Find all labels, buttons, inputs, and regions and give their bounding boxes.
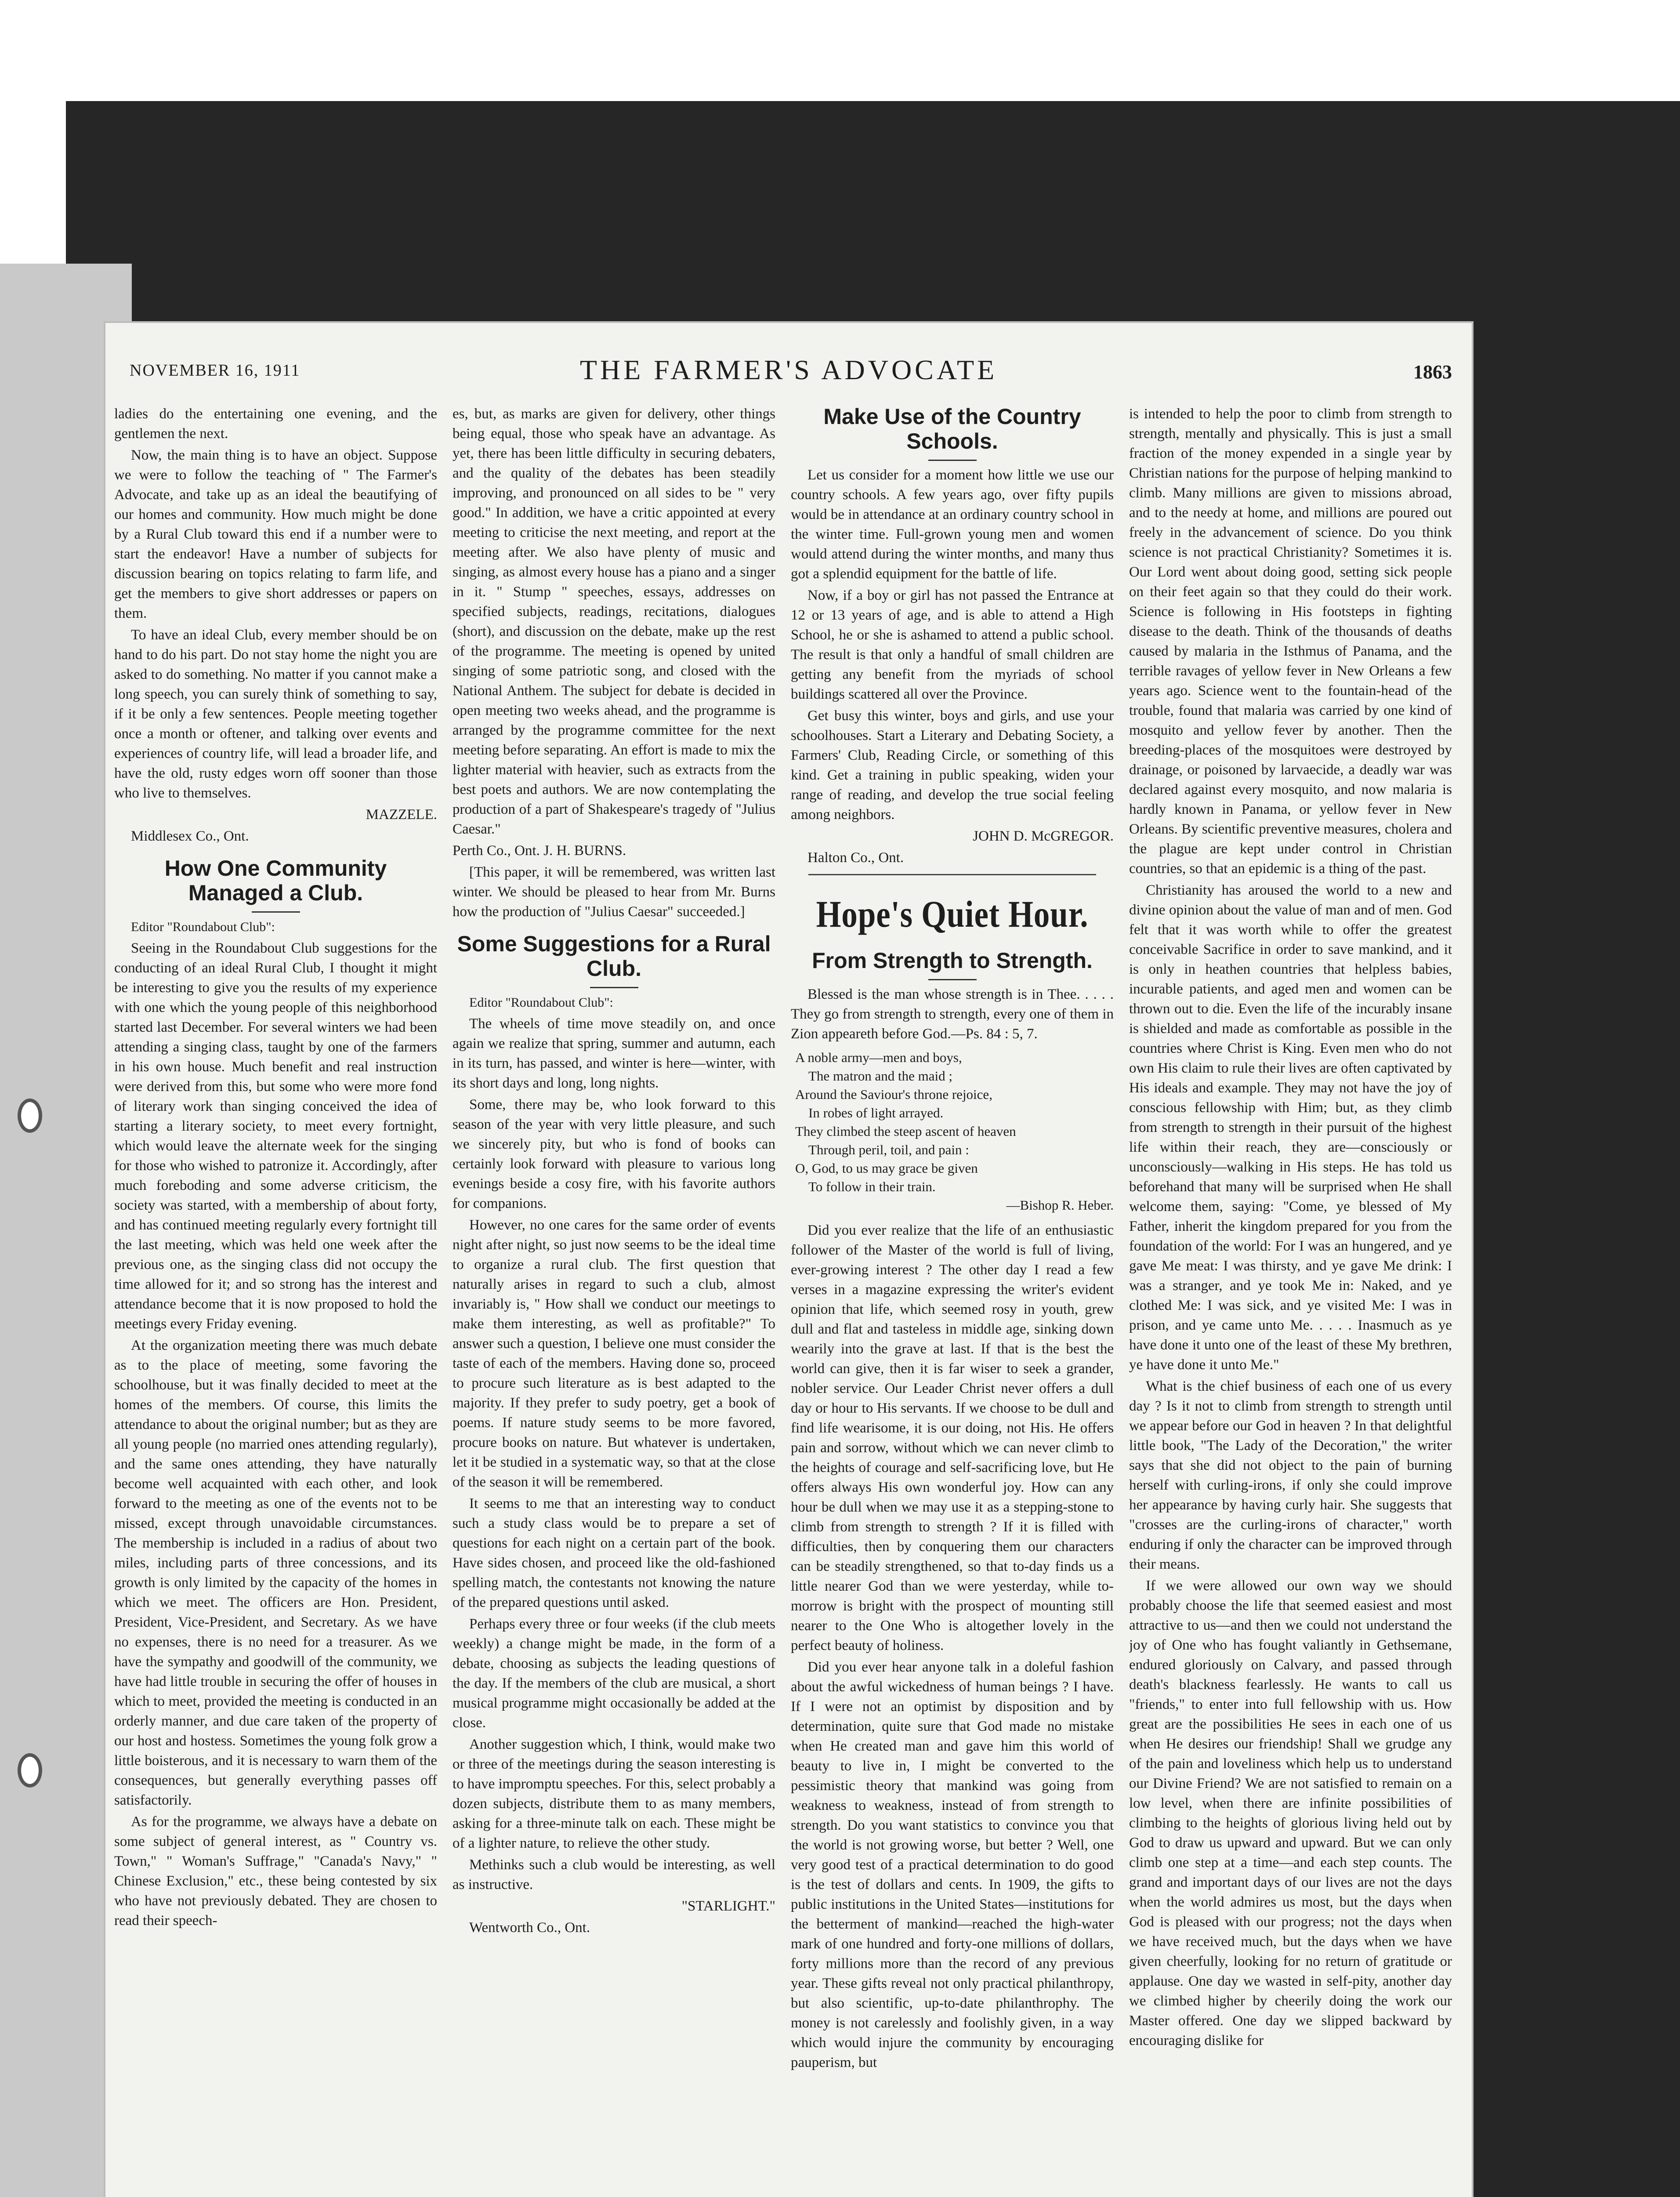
poem-line: They climbed the steep ascent of heaven [795, 1124, 1016, 1139]
paragraph: However, no one cares for the same order of events night after night, so just now seems to be the ideal time to organize a rural club. The first question that naturally arises in regard to such a club, almost invariably is, " How shall we conduct our meetings to make them interesting, as well as profitable?" To answer such a question, I believe one must consider the taste of each of the members. Having done so, proceed to procure such literature as is best adapted to the majority. If they prefer to sudy poetry, get a book of poems. If nature study seems to be more favored, procure books on nature. But whatever is undertaken, let it be studied in a systematic way, so that at the close of the season it will be remembered. [453, 1217, 775, 1490]
paragraph: Another suggestion which, I think, would make two or three of the meetings during the season interesting is to have impromptu speeches. For this, select probably a dozen subjects, distribute them to as many members, asking for a three-minute talk on each. These might be of a lighter nature, to relieve the other study. [453, 1737, 775, 1851]
poem-line: In robes of light arrayed. [808, 1105, 944, 1120]
page-header [105, 323, 1472, 389]
column-3 [791, 404, 1114, 2197]
poem-line: To follow in their train. [808, 1179, 936, 1194]
editor-note: [This paper, it will be remembered, was written last winter. We should be pleased to hear from Mr. Burns how the production of "Julius Caesar" succeeded.] [453, 864, 775, 920]
binder-hole-bottom [18, 1753, 42, 1787]
paragraph: If we were allowed our own way we should probably choose the life that seemed easiest and most attractive to us—and then we could not understand the joy of One who has fought valiantly in Gethsemane, endured gloriously on Calvary, and passed through death's blackness fearlessly. He wants to call us "friends," to enter into full fellowship with us. How great are the possibilities He sees in each one of us when He desires our friendship! Shall we grudge any of the pain and loveliness which help us to understand our Divine Friend? We are not satisfied to remain on a low level, when there are infinite possibilities of climbing to the heights of glorious living held out by God to draw us upward and upward. But we can only climb one step at a time—and each step counts. The grand and important days of our lives are not the days when the world admires us most, but the days when God is pleased with our progress; not the days when we have received much, but the days when we have given cheerfully, looking for no return of gratitude or applause. One day we wasted in self-pity, another day we climbed higher by cheerily doing the work our Master offered. One day we slipped backward by encouraging dislike for [1129, 1578, 1452, 2048]
paragraph: To have an ideal Club, every member should be on hand to do his part. Do not stay home the night you are asked to do something. No matter if you cannot make a long speech, you can surely think of something to say, if it be only a few sentences. People meeting together once a month or oftener, and talking over events and experiences of country life, will lead a broader life, and have the old, rusty edges worn off sooner than those who live to themselves. [114, 627, 437, 801]
paragraph: Let us consider for a moment how little we use our country schools. A few years ago, over fifty pupils would be in attendance at an ordinary country school in the winter time. Full-grown young men and women would attend during the winter months, and many thus got a splendid equipment for the battle of life. [791, 467, 1114, 582]
editor-salutation: Editor "Roundabout Club": [469, 995, 613, 1010]
paragraph: At the organization meeting there was much debate as to the place of meeting, some favoring the schoolhouse, but it was finally decided to meet at the homes of the members. Of course, this limits the attendance to about the original number; but as they are all young people (no married ones attending regularly), and the same ones attending, they have naturally become well acquainted with each other, and look forward to the meeting as one of the events not to be missed, except through unavoidable circumstances. The membership is included in a radius of about two miles, including parts of three concessions, and its growth is only limited by the capacity of the homes in which we meet. The officers are Hon. President, President, Vice-President, and Secretary. As we have no expenses, there is no need for a treasurer. As we have the sympathy and goodwill of the community, we have had little trouble in securing the offer of houses in which to meet, provided the meeting is conducted in an orderly manner, and due care taken of the property of our host and hostess. Sometimes the young folk grow a little boisterous, and it is necessary to warn them of the consequences, but generally everything passes off satisfactorily. [114, 1338, 437, 1808]
title-rule [928, 979, 977, 980]
article-title: Some Suggestions for a Rural Club. [457, 932, 771, 981]
signature-name: MAZZELE. [366, 807, 437, 823]
paragraph: Methinks such a club would be interesting, as well as instructive. [453, 1857, 775, 1892]
poem-line: O, God, to us may grace be given [795, 1160, 978, 1176]
paragraph: Now, if a boy or girl has not passed the Entrance at 12 or 13 years of age, and is able to attend a High School, he or she is ashamed to attend a public school. The result is that only a handful of small children are getting any benefit from the myriads of school buildings scattered all over the Province. [791, 587, 1114, 702]
section-title: Hope's Quiet Hour. [816, 893, 1089, 935]
paragraph: es, but, as marks are given for delivery, other things being equal, those who speak have an advantage. As yet, there has been little difficulty in securing debaters, and the quality of the debates has been steadily improving, and pronounced on all sides to be " very good." In addition, we have a critic appointed at every meeting to criticise the next meeting, and report at the meeting after. We also have plenty of music and singing, as almost every house has a piano and a singer in it. " Stump " speeches, essays, addresses on specified subjects, readings, recitations, dialogues (short), and discussion on the debate, make up the rest of the programme. The meeting is opened by united singing of some patriotic song, and closed with the National Anthem. The subject for debate is decided in open meeting two weeks ahead, and the programme is arranged by the programme committee for the next meeting before separating. An effort is made to mix the lighter material with heavier, such as extracts from the best poets and authors. We are now contemplating the production of a part of Shakespeare's tragedy of "Julius Caesar." [453, 406, 775, 837]
signature-name: "STARLIGHT." [681, 1898, 775, 1914]
paragraph: As for the programme, we always have a debate on some subject of general interest, as " Country vs. Town," " Woman's Suffrage," "Canada's Navy," " Chinese Exclusion," etc., these being contested by six who have not previously debated. They are chosen to read their speech- [114, 1814, 437, 1929]
column-4 [1129, 404, 1452, 2197]
article-title: From Strength to Strength. [812, 948, 1093, 973]
paragraph: Did you ever realize that the life of an enthusiastic follower of the Master of the world is full of living, ever-growing interest ? The other day I read a few verses in a magazine expressing the writer's evident opinion that life, which seemed rosy in youth, grew dull and flat and tasteless in middle age, sinking down wearily into the grave at last. If that is the best the world can give, then it is far wiser to seek a grander, nobler service. Our Leader Christ never offers a dull day or hour to His servants. If we choose to be dull and find life wearisome, it is our doing, not His. He offers pain and sorrow, without which we can never climb to the heights of courage and self-sacrificing love, but He offers always His own wonderful joy. How can any hour be dull when we may use it as a stepping-stone to climb from strength to strength ? If it is filled with difficulties, then by conquering them our characters can be steadily strengthened, so that to-day finds us a little nearer God than we were yesterday, while to-morrow is bright with the prospect of mounting still nearer to the One Who is altogether lovely in the perfect beauty of holiness. [791, 1222, 1114, 1653]
paragraph: What is the chief business of each one of us every day ? Is it not to climb from strength to strength until we appear before our God in heaven ? In that delightful little book, "The Lady of the Decoration," the writer says that she did not object to the pain of burning herself with curling-irons, if only she could improve her appearance by having curly hair. She suggests that "crosses are the curling-irons of character," worth enduring if only the character can be improved through their means. [1129, 1378, 1452, 1572]
column-1 [114, 404, 437, 2197]
scripture-verse: Blessed is the man whose strength is in Thee. . . . . They go from strength to strength, every one of them in Zion appeareth before God.—Ps. 84 : 5, 7. [791, 986, 1114, 1042]
poem-line: A noble army—men and boys, [795, 1050, 962, 1065]
paragraph: Some, there may be, who look forward to this season of the year with very little pleasure, and such we sincerely pity, but who is fond of books can certainly look forward with pleasure to various long evenings beside a cosy fire, with his favorite authors for companions. [453, 1097, 775, 1211]
issue-date: NOVEMBER 16, 1911 [130, 361, 301, 380]
article-title: Make Use of the Country Schools. [823, 404, 1081, 453]
article-title: How One Community Managed a Club. [164, 856, 387, 905]
signature-place: Wentworth Co., Ont. [469, 1920, 590, 1936]
paragraph: The wheels of time move steadily on, and once again we realize that spring, summer and autumn, each in its turn, has passed, and winter is here—winter, with its short days and long, long nights. [453, 1016, 775, 1091]
paragraph: It seems to me that an interesting way to conduct such a study class would be to prepare a set of questions for each night on a certain part of the book. Have sides chosen, and proceed like the old-fashioned spelling match, the contestants not knowing the nature of the prepared questions until asked. [453, 1496, 775, 1610]
paragraph: Christianity has aroused the world to a new and divine opinion about the value of man and of men. God felt that it was worth while to offer the greatest conceivable Sacrifice in order to save mankind, and it is only in heathen countries that helpless babies, incurable patients, and aged men and women can be thrown out to die. Even the life of the incurably insane is shielded and made as comfortable as possible in the countries where Christ is King. Even men who do not own His claim to rule their lives are often captivated by His ideals and example. They may not have the joy of conscious fellowship with Him; but, as they climb from strength to strength in their pursuit of the highest life within their reach, they are—consciously or unconsciously—walking in His steps. He has told us beforehand that many will be surprised when He shall welcome them, saying: "Come, ye blessed of My Father, inherit the kingdom prepared for you from the foundation of the world: For I was an hungered, and ye gave Me meat: I was thirsty, and ye gave Me drink: I was a stranger, and ye took Me in: Naked, and ye clothed Me: I was sick, and ye visited Me: I was in prison, and ye came unto Me. . . . . Inasmuch as ye have done it unto one of the least of these My brethren, ye have done it unto Me." [1129, 882, 1452, 1373]
paragraph: ladies do the entertaining one evening, and the gentlemen the next. [114, 406, 437, 442]
masthead-title: THE FARMER'S ADVOCATE [579, 354, 998, 385]
paragraph: Did you ever hear anyone talk in a doleful fashion about the awful wickedness of human beings ? I have. If I were not an optimist by disposition and by determination, quite sure that God made no mistake when He created man and gave him this world of beauty to live in, I might be converted to the pessimistic theory that mankind was going from weakness to weakness, instead of from strength to strength. Do you want statistics to convince you that the world is not growing worse, but better ? Well, one very good test of a practical determination to do good is the test of dollars and cents. In 1909, the gifts to public institutions in the United States—institutions for the betterment of mankind—reached the high-water mark of one hundred and forty-one millions of dollars, forty millions more than the record of any previous year. These gifts reveal not only practical philanthropy, but also scientific, up-to-date philanthrophy. The money is not carelessly and foolishly given, in a way which would injure the community by encouraging pauperism, but [791, 1659, 1114, 2070]
title-rule [252, 911, 300, 913]
signature: Perth Co., Ont. J. H. BURNS. [453, 843, 626, 859]
paragraph: is intended to help the poor to climb from strength to strength, mentally and physically. This is just a small fraction of the money expended in a single year by Christian nations for the purpose of helping mankind to climb. Many millions are given to missions abroad, and to the needy at home, and millions are poured out freely in the advancement of science. Do you think science is not practical Christianity? Sometimes it is. Our Lord went about doing good, setting sick people on their feet again so that they could do their work. Science is following in His footsteps in fighting disease to the death. Think of the thousands of deaths caused by malaria in the Isthmus of Panama, and the terrible ravages of yellow fever in New Orleans a few years ago. Science went to the fountain-head of the trouble, found that malaria was carried by one kind of mosquito and yellow fever by another. Then the breeding-places of the mosquitoes were destroyed by drainage, or poisoned by larvaecide, a deadly war was declared against every mosquito, and now malaria is hardly known in Panama, or yellow fever in New Orleans. By scientific preventive measures, cholera and the plague are kept under control in Christian countries, so that an epidemic is a thing of the past. [1129, 406, 1452, 877]
title-rule [590, 987, 638, 988]
signature-place: Middlesex Co., Ont. [131, 828, 249, 844]
column-2 [453, 404, 775, 2197]
title-rule [928, 460, 977, 461]
editor-salutation: Editor "Roundabout Club": [131, 920, 275, 934]
paragraph: Perhaps every three or four weeks (if the club meets weekly) a change might be made, in the form of a debate, choosing as subjects the leading questions of the day. If the members of the club are musical, a short musical programme might occasionally be added at the close. [453, 1616, 775, 1731]
poem-line: The matron and the maid ; [808, 1068, 952, 1084]
poem-line: Through peril, toil, and pain : [808, 1142, 969, 1157]
section-divider [808, 874, 1096, 875]
signature-place: Halton Co., Ont. [807, 850, 904, 866]
paragraph: Get busy this winter, boys and girls, and use your schoolhouses. Start a Literary and Debating Society, a Farmers' Club, Reading Circle, or something of this kind. Get a training in public speaking, widen your range of reading, and develop the true social feeling among neighbors. [791, 708, 1114, 823]
signature-name: JOHN D. McGREGOR. [973, 828, 1114, 844]
binder-hole-top [18, 1098, 42, 1133]
poem-line: Around the Saviour's throne rejoice, [795, 1087, 992, 1102]
poem [791, 1048, 1114, 1215]
newspaper-page [105, 323, 1472, 2197]
poem-credit: —Bishop R. Heber. [1006, 1197, 1114, 1213]
paragraph: Now, the main thing is to have an object. Suppose we were to follow the teaching of " The Farmer's Advocate, and take up as an ideal the beautifying of our homes and community. How much might be done by a Rural Club toward this end if a number were to start the endeavor! Have a number of subjects for discussion bearing on topics relating to farm life, and get the members to give short addresses or papers on them. [114, 447, 437, 621]
page-number: 1863 [1413, 361, 1452, 383]
paragraph: Seeing in the Roundabout Club suggestions for the conducting of an ideal Rural Club, I thought it might be interesting to give you the results of my experience with one which the young people of this neighborhood started last December. For several winters we had been attending a singing class, taught by one of the farmers in his own house. Much benefit and real instruction were derived from this, but some who were more fond of literary work than singing conceived the idea of starting a literary society, to meet every fortnight, which would leave the alternate week for the singing for those who wished to patronize it. Accordingly, after much foreboding and some adverse criticism, the society was started, with a membership of about forty, and has continued meeting regularly every fortnight till the last meeting, which was held one week after the previous one, as the singing class did not occupy the time allowed for it; and so strong has the interest and attendance become that it is now proposed to hold the meetings every Friday evening. [114, 940, 437, 1332]
